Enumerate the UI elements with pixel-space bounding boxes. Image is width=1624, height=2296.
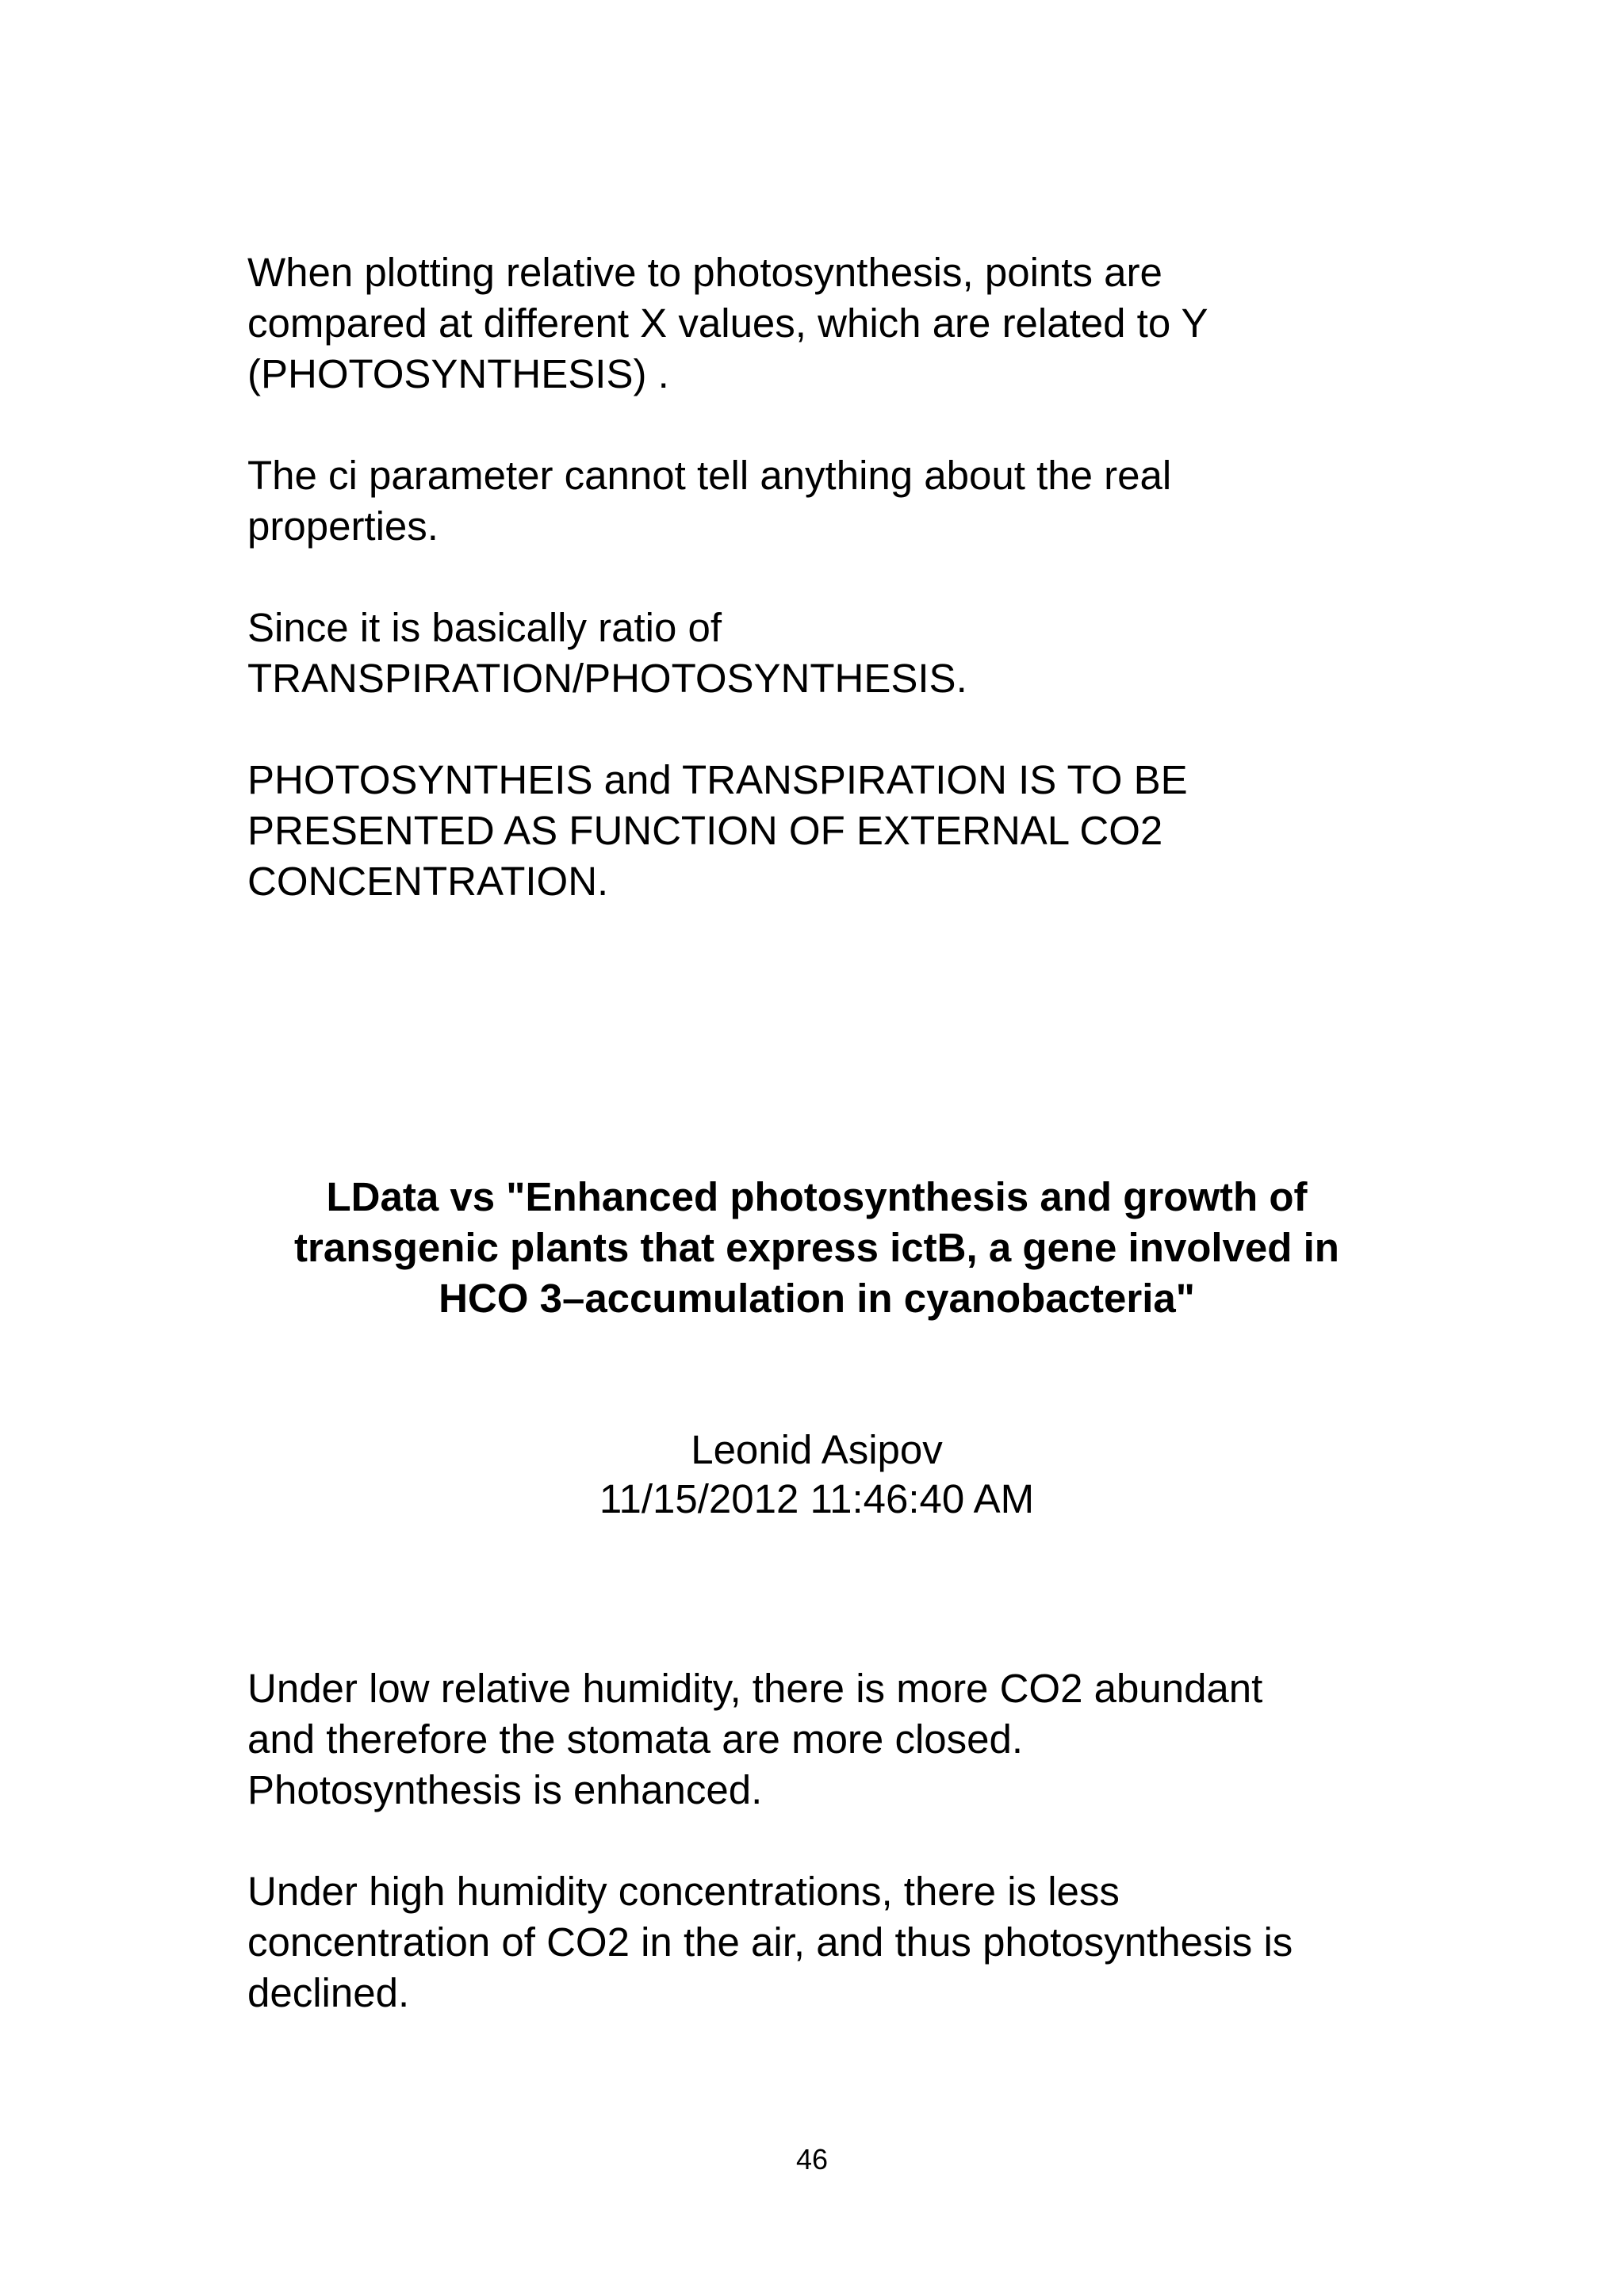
page-number: 46 (795, 2143, 829, 2175)
text-line: When plotting relative to photosynthesis, points are (247, 250, 1162, 295)
author-block (206, 1425, 1427, 1524)
text-line: Under low relative humidity, there is more CO2 abundant (247, 1666, 1263, 1711)
text-line: TRANSPIRATION/PHOTOSYNTHESIS. (247, 656, 967, 701)
timestamp: 11/15/2012 11:46:40 AM (599, 1476, 1035, 1521)
text-line: Under high humidity concentrations, there is less (247, 1869, 1120, 1914)
text-line: PRESENTED AS FUNCTION OF EXTERNAL CO2 (247, 808, 1163, 853)
title-line: transgenic plants that express ictB, a gene involved in (294, 1225, 1339, 1270)
author-name: Leonid Asipov (691, 1427, 943, 1472)
paragraph-ci-parameter (247, 450, 1405, 552)
paragraph-plotting (247, 247, 1405, 400)
title-line: HCO 3–accumulation in cyanobacteria" (439, 1276, 1195, 1321)
paragraph-ratio (247, 603, 1405, 704)
text-line: The ci parameter cannot tell anything about the real (247, 453, 1172, 498)
text-line: PHOTOSYNTHEIS and TRANSPIRATION IS TO BE (247, 757, 1188, 802)
text-line: Since it is basically ratio of (247, 605, 722, 650)
paragraph-low-humidity (247, 1663, 1405, 1816)
section-title (206, 1172, 1427, 1324)
paragraph-high-humidity (247, 1866, 1405, 2019)
text-line: CONCENTRATION. (247, 859, 609, 904)
text-line: declined. (247, 1970, 410, 2015)
text-line: concentration of CO2 in the air, and thus photosynthesis is (247, 1919, 1293, 1965)
text-line: compared at different X values, which are related to Y (247, 300, 1208, 346)
text-line: and therefore the stomata are more closed. (247, 1716, 1024, 1762)
title-line: LData vs "Enhanced photosynthesis and growth of (326, 1174, 1308, 1219)
paragraph-function-co2 (247, 755, 1405, 907)
text-line: properties. (247, 503, 439, 549)
text-line: (PHOTOSYNTHESIS) . (247, 351, 669, 396)
text-line: Photosynthesis is enhanced. (247, 1767, 763, 1812)
